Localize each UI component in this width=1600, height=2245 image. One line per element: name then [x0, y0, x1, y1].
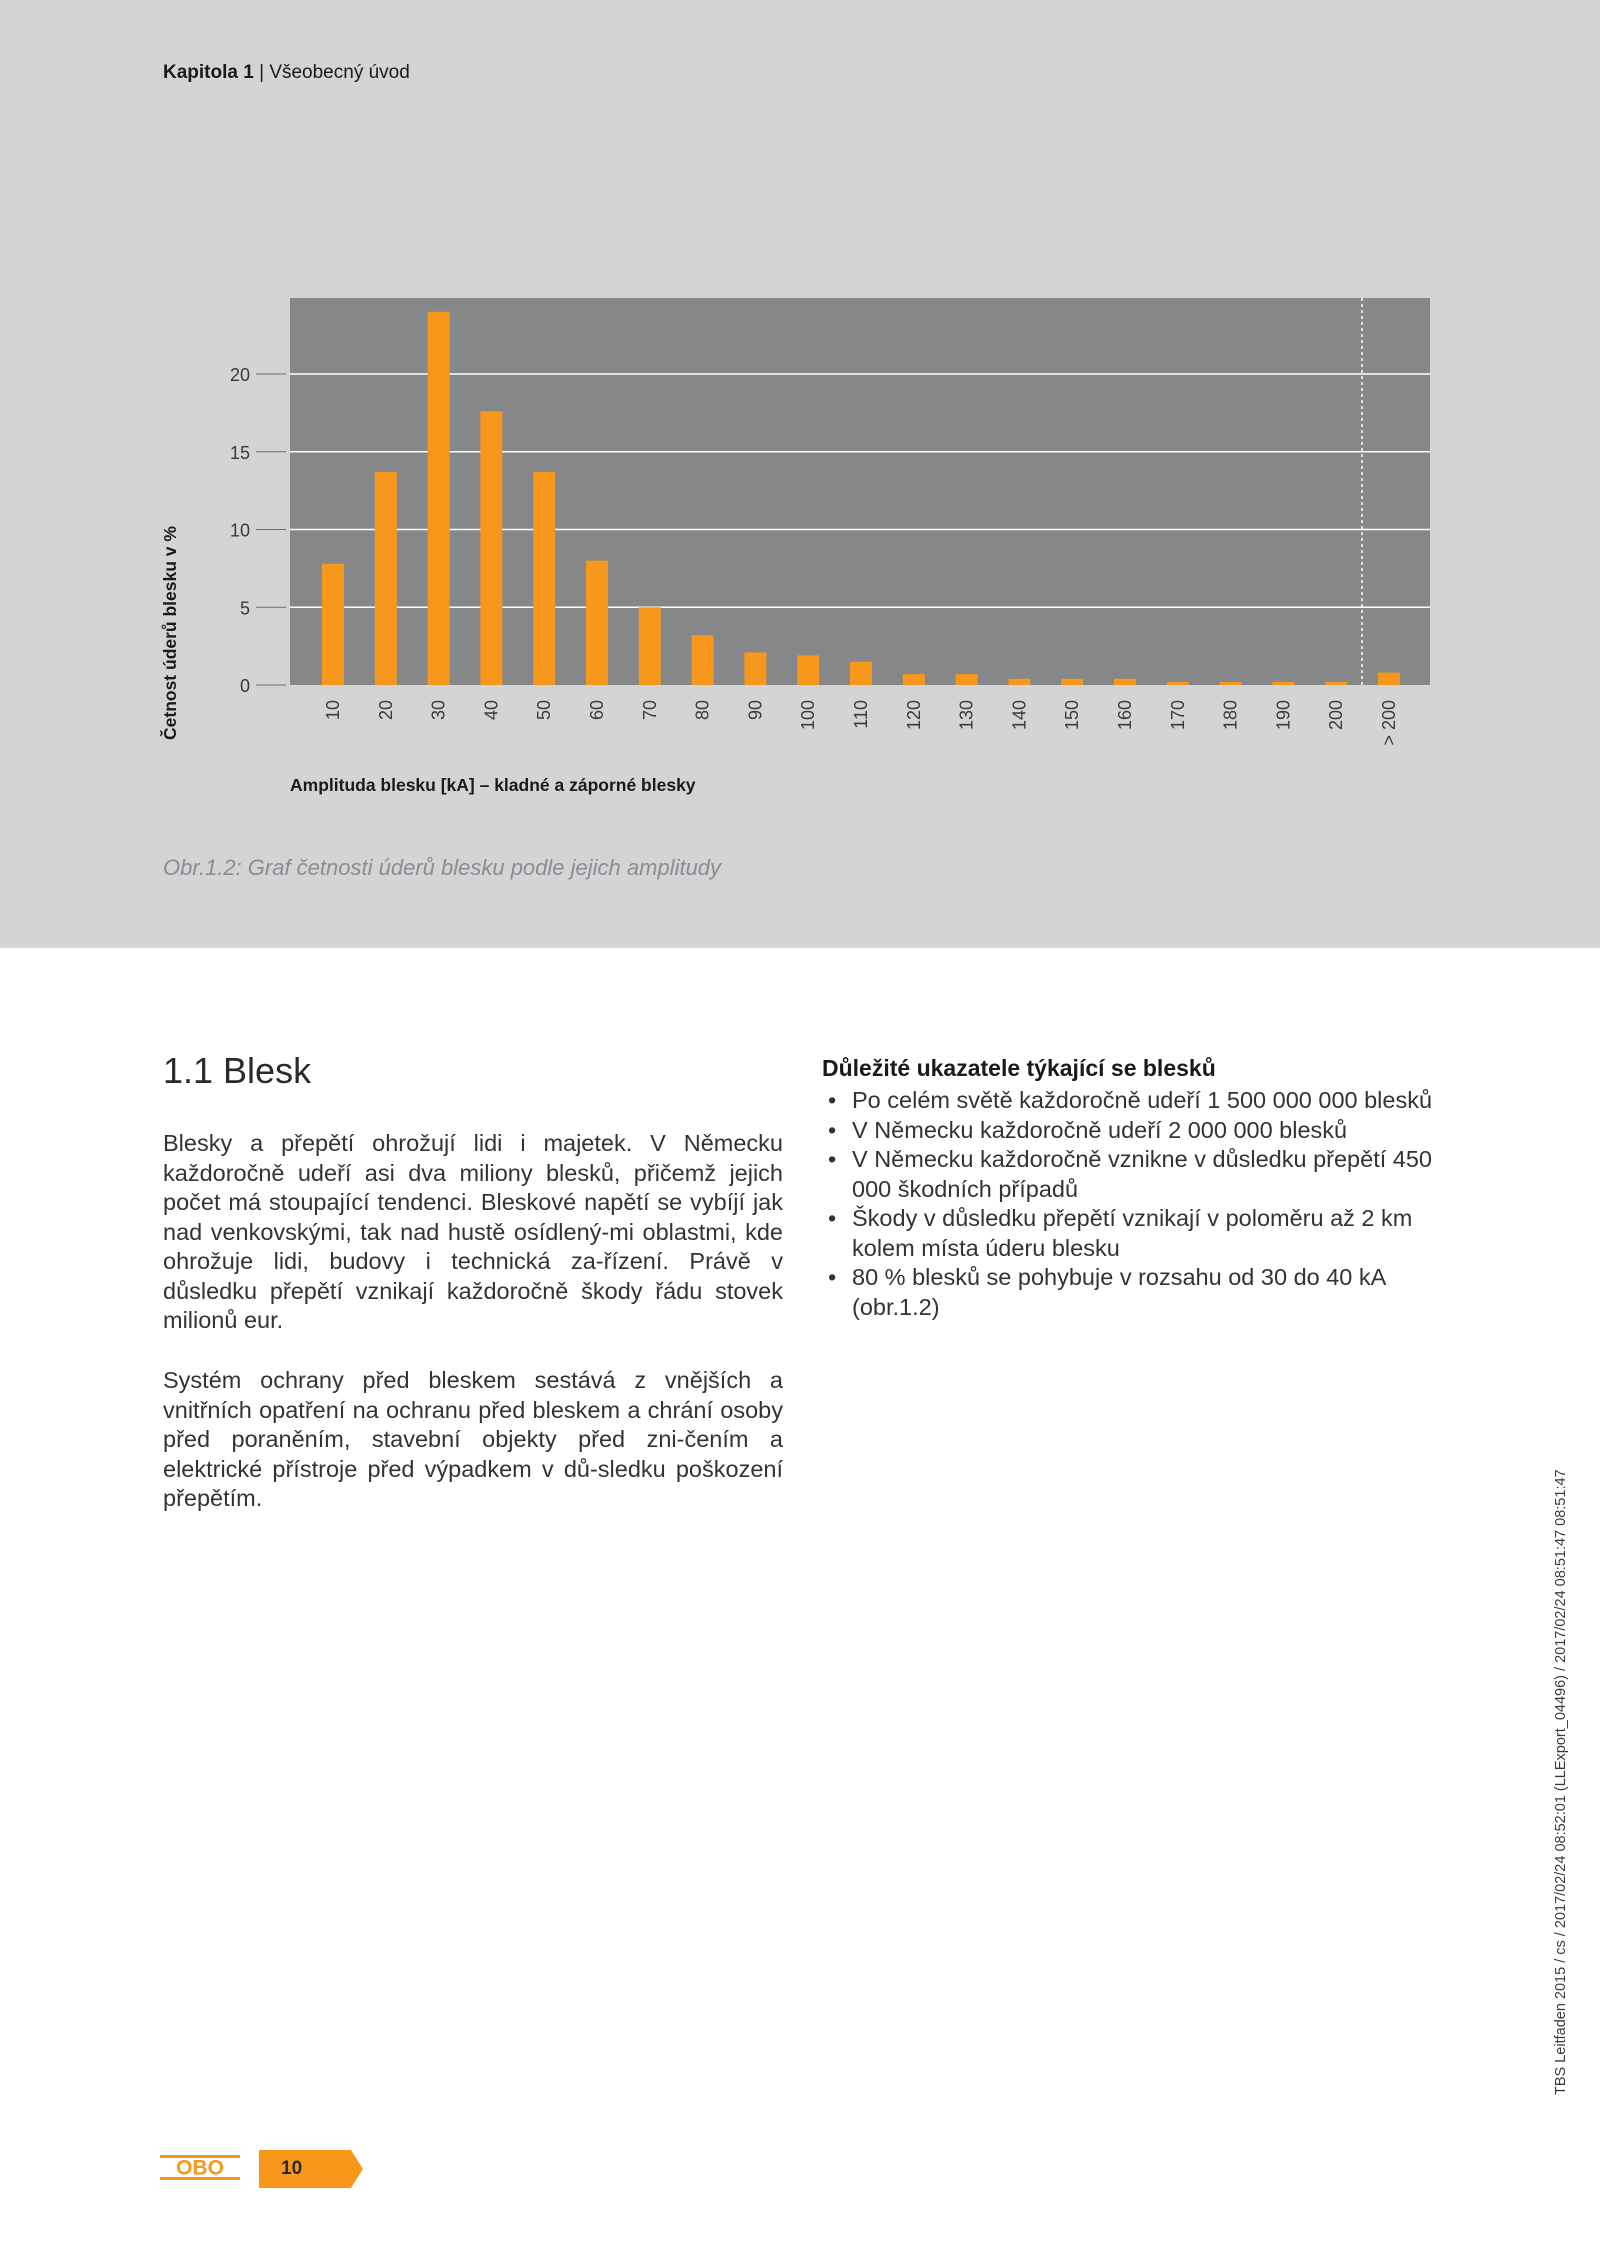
bar — [428, 312, 450, 685]
x-tick-label: 170 — [1167, 700, 1188, 731]
x-tick-label: 50 — [534, 700, 555, 721]
chapter-title: Všeobecný úvod — [269, 62, 410, 83]
bar — [1378, 673, 1400, 685]
chapter-number: Kapitola 1 — [163, 62, 254, 83]
bar — [744, 652, 766, 685]
bar — [533, 472, 555, 685]
page-number-tab — [259, 2150, 363, 2188]
facts-heading: Důležité ukazatele týkající se blesků — [822, 1055, 1216, 1081]
y-tick-label: 5 — [239, 598, 250, 619]
x-tick-label: 140 — [1009, 700, 1030, 731]
x-tick-label: 180 — [1220, 700, 1241, 731]
bar — [1272, 682, 1294, 685]
logo-text: OBO — [176, 2156, 224, 2180]
bar — [692, 635, 714, 685]
section-title: 1.1 Blesk — [163, 1050, 312, 1091]
facts-box — [822, 1055, 1462, 1322]
bar — [1167, 682, 1189, 685]
fact-item: • Škody v důsledku přepětí vznikají v poloměru až 2 km kolem místa úderu blesku — [822, 1204, 1462, 1263]
bar — [797, 655, 819, 685]
bar — [480, 411, 502, 685]
bar — [322, 564, 344, 685]
facts-list — [822, 1086, 1462, 1322]
bar — [850, 662, 872, 685]
x-tick-label: 10 — [323, 700, 343, 721]
y-axis-label: Četnost úderů blesku v % — [160, 526, 180, 740]
x-tick-label: 200 — [1326, 700, 1347, 731]
fact-item: • 80 % blesků se pohybuje v rozsahu od 30 do 40 kA (obr.1.2) — [822, 1263, 1462, 1322]
chapter-separator: | — [253, 62, 270, 83]
body-paragraph-1: Blesky a přepětí ohrožují lidi i majetek. V Německu každoročně udeří asi dva miliony blesků, přičemž jejich počet má stoupající tendenci. Bleskové napětí se vybíjí jak nad venkovskými, tak nad hustě osídlený-mi oblastmi, kde ohrožuje lidi, budovy i technická za-řízení. Právě v důsledku přepětí vznikají každoročně škody řádu stovek milionů eur. — [163, 1130, 783, 1333]
x-tick-label: 20 — [375, 700, 396, 721]
plot-area — [290, 298, 1430, 685]
bar — [1008, 679, 1030, 685]
fact-item: • V Německu každoročně vznikne v důsledku přepětí 450 000 škodních případů — [822, 1145, 1462, 1204]
x-tick-label: 70 — [639, 700, 660, 721]
figure-caption: Obr.1.2: Graf četnosti úderů blesku podle jejich amplitudy — [163, 855, 722, 880]
y-tick-label: 0 — [239, 676, 250, 696]
bar — [639, 607, 661, 685]
fact-item: • Po celém světě každoročně udeří 1 500 000 000 blesků — [822, 1086, 1462, 1116]
x-tick-label: 120 — [903, 700, 924, 731]
x-tick-label: 60 — [587, 700, 607, 721]
x-axis-label: Amplituda blesku [kA] – kladné a záporné blesky — [290, 775, 696, 795]
bar — [1220, 682, 1242, 685]
bar — [1325, 682, 1347, 685]
x-tick-label: 100 — [798, 700, 819, 731]
y-tick-label: 20 — [229, 365, 250, 385]
print-metadata-note: TBS Leitfaden 2015 / cs / 2017/02/24 08:52:01 (LLExport_04496) / 2017/02/24 08:51:47 08:51:47 — [1553, 1469, 1569, 2095]
bar — [586, 561, 608, 685]
x-tick-label: 190 — [1273, 700, 1294, 731]
body-paragraph-2: Systém ochrany před bleskem sestává z vnějších a vnitřních opatření na ochranu před bleskem a chrání osoby před poraněním, stavební objekty před zni-čením a elektrické přístroje před výpadkem v dů-sledku poškození přepětím. — [163, 1367, 783, 1511]
x-tick-label: 80 — [692, 700, 713, 721]
lightning-amplitude-chart — [0, 0, 1600, 948]
x-tick-label: 90 — [745, 700, 766, 721]
y-tick-label: 10 — [229, 520, 250, 541]
bar — [1061, 679, 1083, 685]
x-tick-label: 160 — [1115, 700, 1135, 731]
bar — [1114, 679, 1136, 685]
fact-item: • V Německu každoročně udeří 2 000 000 blesků — [822, 1116, 1462, 1146]
bar — [956, 674, 978, 685]
bar — [903, 674, 925, 685]
x-tick-label: > 200 — [1379, 700, 1399, 746]
page-number: 10 — [281, 2158, 303, 2179]
x-tick-label: 110 — [851, 700, 871, 729]
x-tick-label: 40 — [481, 700, 502, 721]
x-tick-label: 30 — [428, 700, 449, 721]
obo-logo — [160, 2154, 240, 2181]
bar — [375, 472, 397, 685]
x-tick-label: 130 — [956, 700, 977, 731]
x-tick-label: 150 — [1062, 700, 1083, 731]
y-tick-label: 15 — [229, 442, 250, 463]
